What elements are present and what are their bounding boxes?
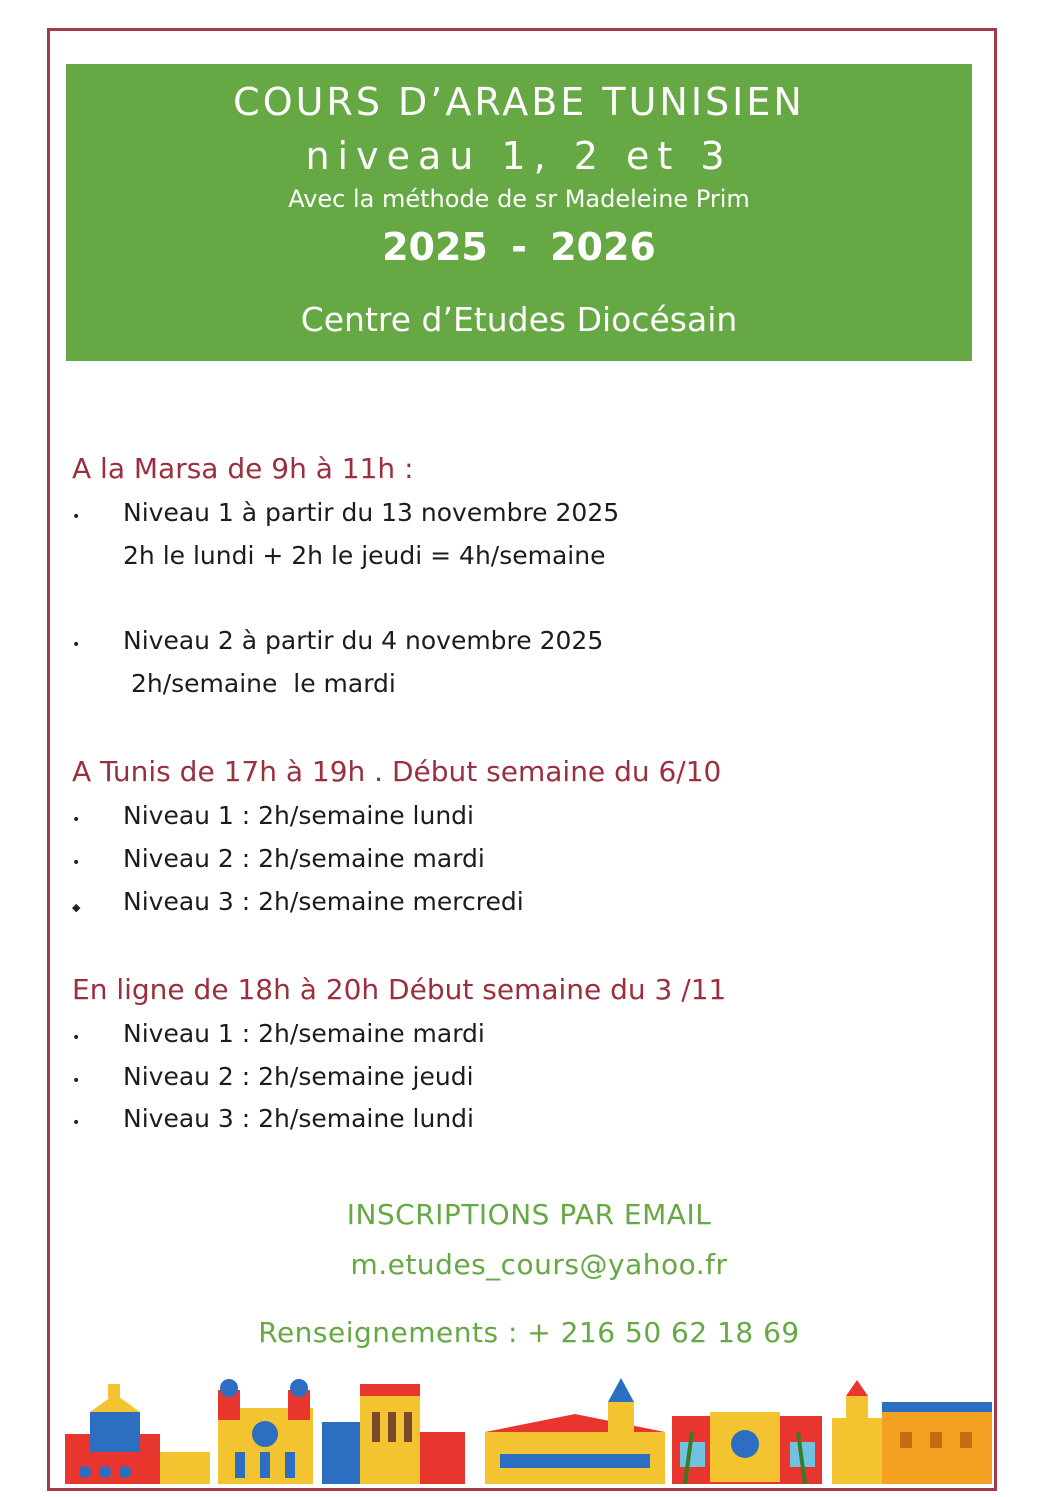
list-item	[72, 1102, 772, 1136]
marsa-heading: A la Marsa de 9h à 11h :	[72, 452, 414, 485]
tunis-heading: A Tunis de 17h à 19h . Début semaine du 6/10	[72, 755, 722, 788]
list-item	[72, 1017, 772, 1051]
list-item	[72, 1060, 772, 1094]
inscriptions-label: INSCRIPTIONS PAR EMAIL	[346, 1198, 712, 1231]
item-text: Niveau 2 à partir du 4 novembre 2025	[123, 626, 604, 655]
contact-email[interactable]: m.etudes_cours@yahoo.fr	[350, 1248, 728, 1281]
bullet-icon: •	[72, 855, 81, 871]
bullet-icon: •	[72, 1073, 81, 1089]
course-center: Centre d’Etudes Diocésain	[300, 300, 738, 339]
item-text: Niveau 2 : 2h/semaine mardi	[123, 844, 485, 873]
item-subtext: 2h/semaine le mardi	[123, 669, 396, 698]
online-heading: En ligne de 18h à 20h Début semaine du 3 /11	[72, 973, 727, 1006]
list-item	[72, 799, 772, 833]
item-subtext: 2h le lundi + 2h le jeudi = 4h/semaine	[123, 541, 606, 570]
item-text: Niveau 3 : 2h/semaine mercredi	[123, 887, 524, 916]
bullet-icon: •	[72, 637, 81, 653]
list-item	[72, 496, 772, 576]
contact-phone: Renseignements : + 216 50 62 18 69	[258, 1316, 800, 1349]
item-text: Niveau 1 à partir du 13 novembre 2025	[123, 498, 620, 527]
course-years: 2025 - 2026	[382, 225, 656, 269]
course-method: Avec la méthode de sr Madeleine Prim	[288, 185, 750, 213]
list-item	[72, 624, 772, 704]
bullet-icon: •	[72, 1030, 81, 1046]
diamond-bullet-icon: ◆	[72, 901, 81, 914]
item-text: Niveau 1 : 2h/semaine mardi	[123, 1019, 485, 1048]
item-text: Niveau 1 : 2h/semaine lundi	[123, 801, 474, 830]
bullet-icon: •	[72, 812, 81, 828]
course-title: COURS D’ARABE TUNISIEN	[233, 80, 805, 124]
list-item	[72, 842, 772, 876]
header-banner	[66, 64, 972, 361]
item-text: Niveau 2 : 2h/semaine jeudi	[123, 1062, 474, 1091]
list-item	[72, 885, 772, 919]
city-skyline-illustration	[60, 1372, 996, 1486]
bullet-icon: •	[72, 509, 81, 525]
item-text: Niveau 3 : 2h/semaine lundi	[123, 1104, 474, 1133]
bullet-icon: •	[72, 1115, 81, 1131]
course-levels: niveau 1, 2 et 3	[305, 134, 733, 178]
